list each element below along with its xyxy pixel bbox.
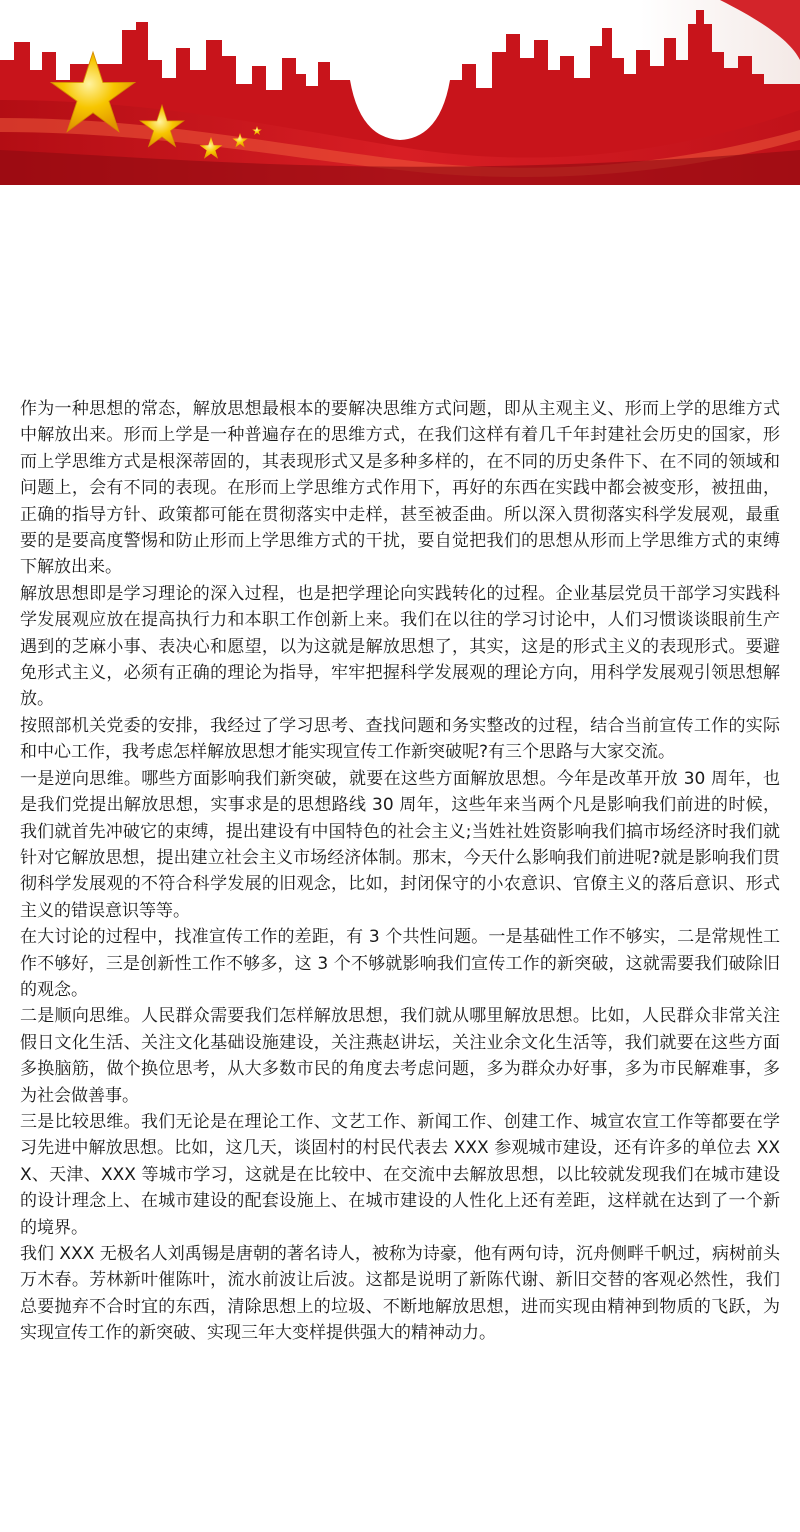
paragraph: 二是顺向思维。人民群众需要我们怎样解放思想，我们就从哪里解放思想。比如，人民群众非常关注假日文化生活、关注文化基础设施建设，关注燕赵讲坛，关注业余文化生活等，我们就要在这些方面多换脑筋，做个换位思考，从大多数市民的角度去考虑问题，多为群众办好事，多为市民解难事，多为社会做善事。 — [20, 1006, 780, 1106]
paragraph: 作为一种思想的常态，解放思想最根本的要解决思维方式问题，即从主观主义、形而上学的思维方式中解放出来。形而上学是一种普遍存在的思维方式，在我们这样有着几千年封建社会历史的国家，形而上学思维方式是根深蒂固的，其表现形式又是多种多样的，在不同的历史条件下、在不同的领域和问题上，会有不同的表现。在形而上学思维方式作用下，再好的东西在实践中都会被变形，被扭曲，正确的指导方针、政策都可能在贯彻落实中走样，甚至被歪曲。所以深入贯彻落实科学发展观，最重要的是要高度警惕和防止形而上学思维方式的干扰，要自觉把我们的思想从形而上学思维方式的束缚下解放出来。 — [20, 399, 780, 578]
paragraph: 在大讨论的过程中，找准宣传工作的差距，有 3 个共性问题。一是基础性工作不够实，二是常规性工作不够好，三是创新性工作不够多，这 3 个不够就影响我们宣传工作的新突破，这就需要我们破除旧的观念。 — [20, 927, 780, 1000]
paragraph: 按照部机关党委的安排，我经过了学习思考、查找问题和务实整改的过程，结合当前宣传工作的实际和中心工作，我考虑怎样解放思想才能实现宣传工作新突破呢?有三个思路与大家交流。 — [20, 715, 780, 763]
paragraph: 解放思想即是学习理论的深入过程，也是把学理论向实践转化的过程。企业基层党员干部学习实践科学发展观应放在提高执行力和本职工作创新上来。我们在以往的学习讨论中，人们习惯谈谈眼前生产遇到的芝麻小事、表决心和愿望，以为这就是解放思想了，其实，这是的形式主义的表现形式。要避免形式主义，必须有正确的理论为指导，牢牢把握科学发展观的理论方向，用科学发展观引领思想解放。 — [20, 583, 780, 710]
paragraph: 一是逆向思维。哪些方面影响我们新突破，就要在这些方面解放思想。今年是改革开放 30 周年，也是我们党提出解放思想，实事求是的思想路线 30 周年，这些年来当两个凡是影响我们前进的时候，我们就首先冲破它的束缚，提出建设有中国特色的社会主义;当姓社姓资影响我们搞市场经济时我们就针对它解放思想，提出建立社会主义市场经济体制。那末，今天什么影响我们前进呢?就是影响我们贯彻科学发展观的不符合科学发展的旧观念，比如，封闭保守的小农意识、官僚主义的落后意识、形式主义的错误意识等等。 — [20, 768, 780, 921]
article-body — [20, 396, 780, 1347]
paragraph: 我们 XXX 无极名人刘禹锡是唐朝的著名诗人，被称为诗豪，他有两句诗，沉舟侧畔千帆过，病树前头万木春。芳林新叶催陈叶，流水前波让后波。这都是说明了新陈代谢、新旧交替的客观必然性，我们总要抛弃不合时宜的东西，清除思想上的垃圾、不断地解放思想，进而实现由精神到物质的飞跃，为实现宣传工作的新突破、实现三年大变样提供强大的精神动力。 — [20, 1244, 780, 1344]
header-banner — [0, 0, 800, 185]
paragraph: 三是比较思维。我们无论是在理论工作、文艺工作、新闻工作、创建工作、城宣农宣工作等都要在学习先进中解放思想。比如，这几天，谈固村的村民代表去 XXX 参观城市建设，还有许多的单位去 XXX、天津、XXX 等城市学习，这就是在比较中、在交流中去解放思想，以比较就发现我们在城市建设的设计理念上、在城市建设的配套设施上、在城市建设的人性化上还有差距，这样就在达到了一个新的境界。 — [20, 1111, 780, 1238]
